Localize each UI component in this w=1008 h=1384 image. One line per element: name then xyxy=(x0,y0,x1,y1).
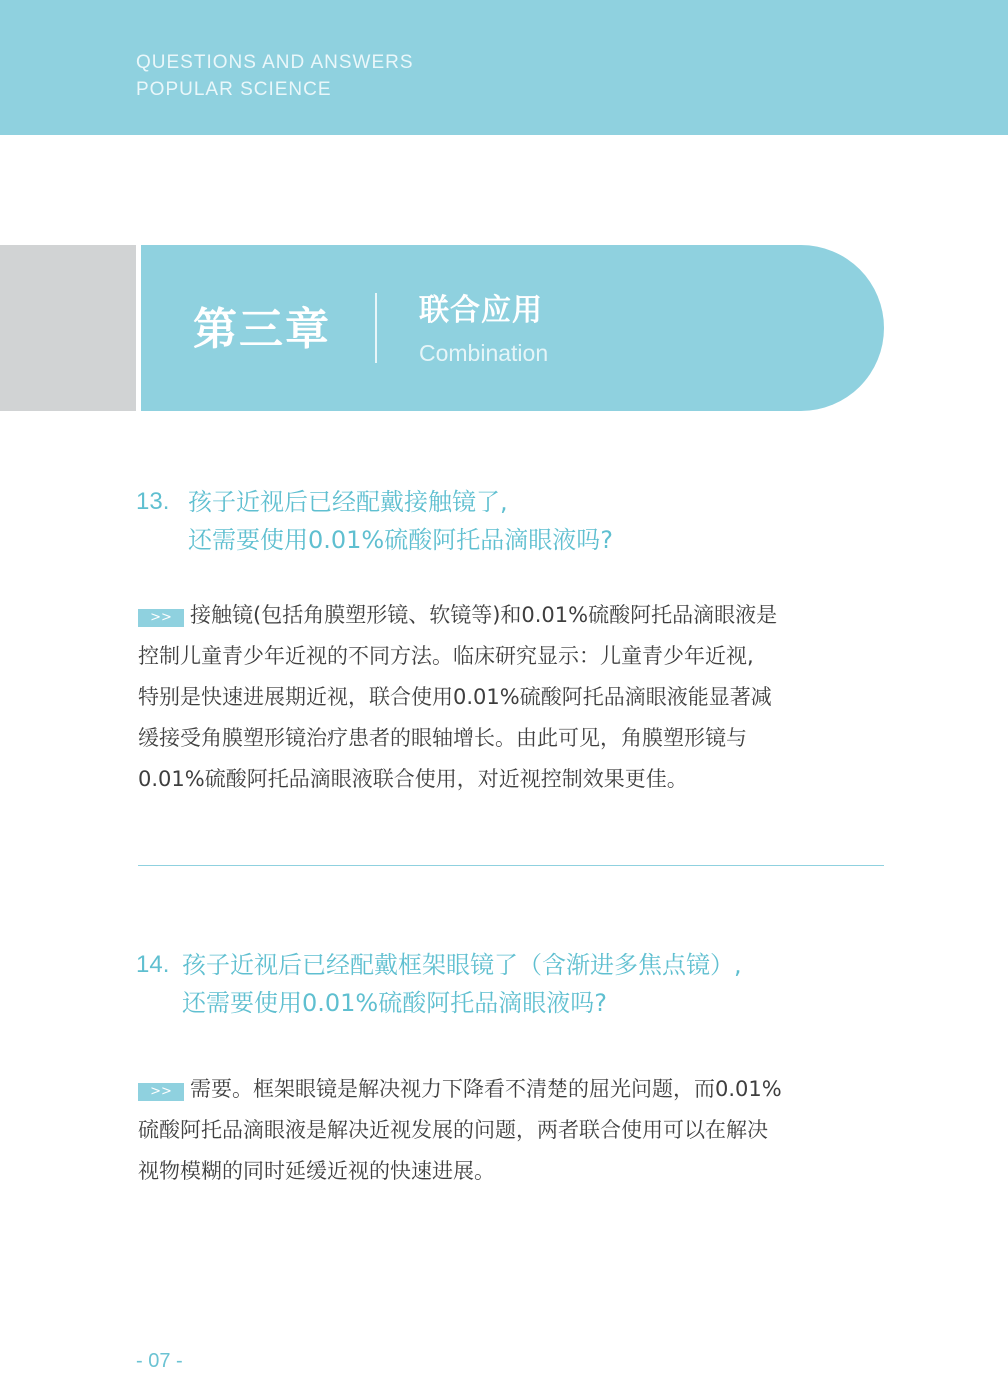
answer-line xyxy=(138,595,888,636)
answer-line: 缓接受角膜塑形镜治疗患者的眼轴增长。由此可见，角膜塑形镜与 xyxy=(138,726,747,750)
chapter-title: 联合应用 xyxy=(419,293,543,328)
answer-text: 接触镜(包括角膜塑形镜、软镜等)和0.01%硫酸阿托品滴眼液是 xyxy=(190,603,778,627)
answer-13 xyxy=(138,595,888,800)
question-number: 13. xyxy=(136,488,170,515)
page-header xyxy=(0,0,1008,135)
page-number: - 07 - xyxy=(136,1350,183,1372)
header-line-1: QUESTIONS AND ANSWERS xyxy=(136,52,414,73)
answer-14 xyxy=(138,1069,888,1192)
question-line: 孩子近视后已经配戴接触镜了, xyxy=(188,488,508,516)
answer-line xyxy=(138,1069,888,1110)
answer-line: 控制儿童青少年近视的不同方法。临床研究显示：儿童青少年近视, xyxy=(138,644,754,668)
chapter-subtitle: Combination xyxy=(419,340,549,366)
chapter-number: 第三章 xyxy=(193,304,331,355)
question-line: 还需要使用0.01%硫酸阿托品滴眼液吗? xyxy=(188,526,613,554)
question-number: 14. xyxy=(136,951,170,978)
answer-line: 视物模糊的同时延缓近视的快速进展。 xyxy=(138,1159,495,1183)
chevron-right-icon: >> xyxy=(138,609,184,627)
header-line-2: POPULAR SCIENCE xyxy=(136,79,332,100)
question-line: 孩子近视后已经配戴框架眼镜了（含渐进多焦点镜）, xyxy=(182,951,742,979)
chapter-gray-block xyxy=(0,245,136,411)
answer-text: 需要。框架眼镜是解决视力下降看不清楚的屈光问题，而0.01% xyxy=(190,1077,782,1101)
answer-line: 0.01%硫酸阿托品滴眼液联合使用，对近视控制效果更佳。 xyxy=(138,767,688,791)
answer-line: 特别是快速进展期近视，联合使用0.01%硫酸阿托品滴眼液能显著减 xyxy=(138,685,772,709)
chevron-right-icon: >> xyxy=(138,1083,184,1101)
section-divider xyxy=(138,865,884,866)
chapter-divider xyxy=(375,293,377,363)
question-line: 还需要使用0.01%硫酸阿托品滴眼液吗? xyxy=(182,989,607,1017)
answer-line: 硫酸阿托品滴眼液是解决近视发展的问题，两者联合使用可以在解决 xyxy=(138,1118,768,1142)
